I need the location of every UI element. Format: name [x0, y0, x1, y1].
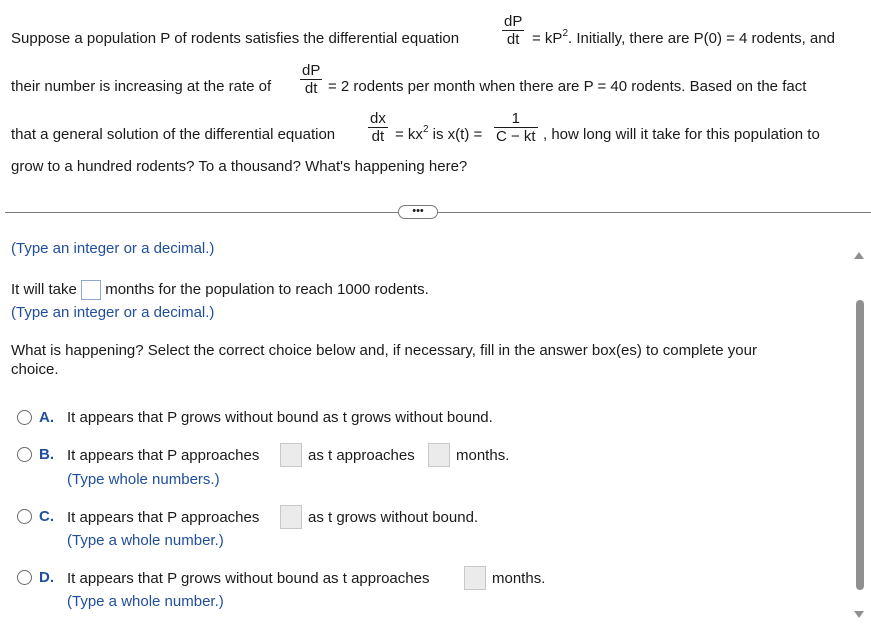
- what-happening-prompt: What is happening? Select the correct choice below and, if necessary, fill in the answer box(es) to complete your: [11, 342, 757, 359]
- dp-dt-fraction-1: $\frac{dP}{dt}$: [504, 13, 523, 48]
- thousand-suffix: months for the population to reach 1000 rodents.: [105, 280, 429, 298]
- choice-b-text-c: months.: [456, 447, 510, 464]
- choice-d-text-a: It appears that P grows without bound as t approaches: [67, 570, 430, 587]
- choice-b-text-a: It appears that P approaches: [67, 447, 260, 464]
- choice-d-letter: D.: [39, 569, 54, 586]
- hint-integer-decimal-1: (Type an integer or a decimal.): [11, 240, 215, 257]
- thousand-answer-row: [11, 280, 429, 300]
- choice-c-radio[interactable]: [17, 509, 32, 524]
- choice-b-hint: (Type whole numbers.): [67, 471, 220, 488]
- choice-b-radio[interactable]: [17, 447, 32, 462]
- choice-a-letter: A.: [39, 409, 54, 426]
- scroll-up-arrow-icon[interactable]: [854, 252, 864, 259]
- choice-b-t-input[interactable]: [428, 443, 450, 467]
- dp-dt-fraction-2: $\frac{dP}{dt}$: [302, 62, 321, 97]
- scrollbar-thumb[interactable]: [856, 300, 864, 590]
- choice-b-text-b: as t approaches: [308, 447, 415, 464]
- what-happening-prompt-2: choice.: [11, 361, 59, 378]
- question-line1-b: = $kP^2$. Initially, there are P(0) = 4 rodents, and: [532, 28, 835, 47]
- choice-d-text-c: months.: [492, 570, 546, 587]
- choice-c-letter: C.: [39, 508, 54, 525]
- choice-b-p-input[interactable]: [280, 443, 302, 467]
- choice-d-radio[interactable]: [17, 570, 32, 585]
- thousand-prefix: It will take: [11, 280, 77, 298]
- divider: [5, 212, 871, 213]
- choice-c-hint: (Type a whole number.): [67, 532, 224, 549]
- choice-d-hint: (Type a whole number.): [67, 593, 224, 610]
- months-1000-input[interactable]: [81, 280, 101, 300]
- scroll-down-arrow-icon[interactable]: [854, 611, 864, 618]
- choice-b-letter: B.: [39, 446, 54, 463]
- solution-fraction: $\frac{1}{C - kt}$: [496, 110, 536, 145]
- question-line2-a: their number is increasing at the rate of: [11, 78, 272, 95]
- question-line3-a: that a general solution of the differential equation: [11, 126, 336, 143]
- question-line3-b: = $kx^2$ is x(t) =: [395, 124, 483, 143]
- choice-c-text-a: It appears that P approaches: [67, 509, 260, 526]
- choice-a-radio[interactable]: [17, 410, 32, 425]
- hint-integer-decimal-2: (Type an integer or a decimal.): [11, 304, 215, 321]
- choice-a-text: It appears that P grows without bound as t grows without bound.: [67, 409, 493, 426]
- question-line4: grow to a hundred rodents? To a thousand? What's happening here?: [11, 158, 468, 175]
- question-line1-a: Suppose a population P of rodents satisfies the differential equation: [11, 30, 460, 47]
- choice-c-text-b: as t grows without bound.: [308, 509, 479, 526]
- question-line3-d: , how long will it take for this population to: [543, 126, 820, 143]
- choice-c-p-input[interactable]: [280, 505, 302, 529]
- choice-d-t-input[interactable]: [464, 566, 486, 590]
- dx-dt-fraction: $\frac{dx}{dt}$: [370, 110, 386, 145]
- more-button[interactable]: •••: [398, 205, 438, 219]
- question-line2-b: = 2 rodents per month when there are P = 40 rodents. Based on the fact: [328, 78, 807, 95]
